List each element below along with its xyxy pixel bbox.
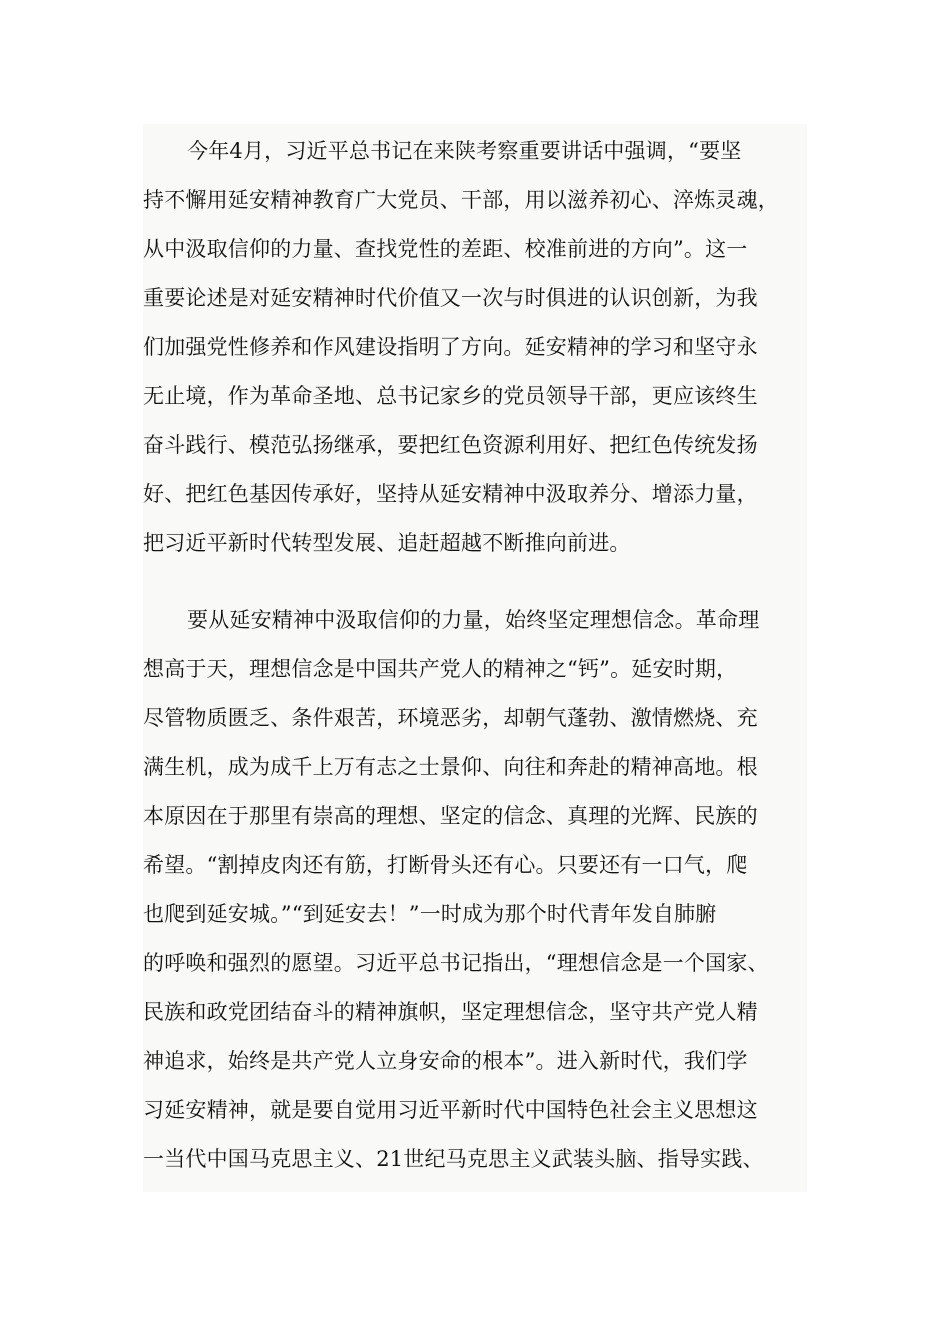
paragraph-2-line-4: 满生机，成为成千上万有志之士景仰、向往和奔赴的精神高地。根 bbox=[143, 755, 758, 779]
paragraph-2-line-1: 要从延安精神中汲取信仰的力量，始终坚定理想信念。革命理 bbox=[187, 608, 760, 632]
paragraph-1-line-6: 无止境，作为革命圣地、总书记家乡的党员领导干部，更应该终生 bbox=[143, 384, 758, 408]
paragraph-1-line-4: 重要论述是对延安精神时代价值又一次与时俱进的认识创新，为我 bbox=[143, 286, 758, 310]
document-text-block bbox=[143, 124, 807, 1192]
paragraph-2-line-11: 习延安精神，就是要自觉用习近平新时代中国特色社会主义思想这 bbox=[143, 1098, 758, 1122]
paragraph-1-line-2: 持不懈用延安精神教育广大党员、干部，用以滋养初心、淬炼灵魂， bbox=[143, 188, 779, 212]
paragraph-2-line-2: 想高于天，理想信念是中国共产党人的精神之“钙”。延安时期， bbox=[143, 657, 738, 681]
paragraph-2-line-5: 本原因在于那里有崇高的理想、坚定的信念、真理的光辉、民族的 bbox=[143, 804, 758, 828]
paragraph-1-line-1: 今年4月，习近平总书记在来陕考察重要讲话中强调，“要坚 bbox=[187, 139, 742, 163]
paragraph-1-line-9: 把习近平新时代转型发展、追赶超越不断推向前进。 bbox=[143, 531, 631, 555]
paragraph-2-line-12: 一当代中国马克思主义、21世纪马克思主义武装头脑、指导实践、 bbox=[143, 1147, 764, 1171]
paragraph-2-line-3: 尽管物质匮乏、条件艰苦，环境恶劣，却朝气蓬勃、激情燃烧、充 bbox=[143, 706, 758, 730]
paragraph-1-line-8: 好、把红色基因传承好，坚持从延安精神中汲取养分、增添力量， bbox=[143, 482, 758, 506]
paragraph-2-line-9: 民族和政党团结奋斗的精神旗帜，坚定理想信念，坚守共产党人精 bbox=[143, 1000, 758, 1024]
paragraph-2-line-10: 神追求，始终是共产党人立身安命的根本”。进入新时代，我们学 bbox=[143, 1049, 748, 1073]
paragraph-1-line-7: 奋斗践行、模范弘扬继承，要把红色资源利用好、把红色传统发扬 bbox=[143, 433, 758, 457]
paragraph-1-line-5: 们加强党性修养和作风建设指明了方向。延安精神的学习和坚守永 bbox=[143, 335, 758, 359]
paragraph-2-line-6: 希望。“割掉皮肉还有筋，打断骨头还有心。只要还有一口气，爬 bbox=[143, 853, 748, 877]
paragraph-1-line-3: 从中汲取信仰的力量、查找党性的差距、校准前进的方向”。这一 bbox=[143, 237, 748, 261]
paragraph-2-line-8: 的呼唤和强烈的愿望。习近平总书记指出，“理想信念是一个国家、 bbox=[143, 951, 769, 975]
paragraph-2-line-7: 也爬到延安城。”“到延安去！”一时成为那个时代青年发自肺腑 bbox=[143, 902, 717, 926]
